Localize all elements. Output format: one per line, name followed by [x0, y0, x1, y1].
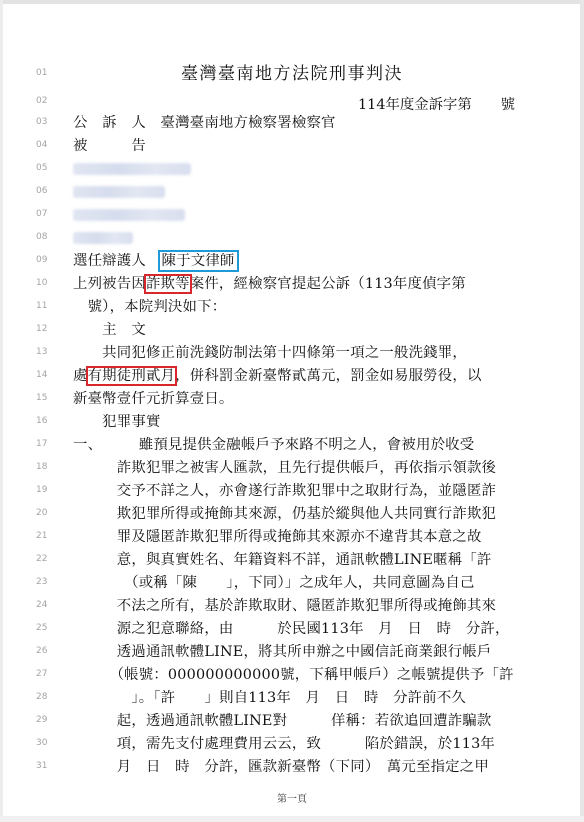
- page-edge-top: [0, 0, 584, 4]
- line-number: 18: [36, 462, 48, 472]
- body-text: 起，透過通訊軟體LINE對 佯稱：若欲追回遭詐騙款: [73, 713, 492, 729]
- line-25: [0, 618, 584, 640]
- line-number: 24: [36, 600, 48, 610]
- case-summary-line: [73, 275, 466, 293]
- line-23: [0, 572, 584, 594]
- redacted-text: [73, 229, 133, 247]
- line-26: [0, 641, 584, 663]
- line-number: 06: [36, 186, 48, 196]
- line-number: 02: [36, 96, 48, 106]
- sentence-line: [73, 367, 482, 385]
- line-number: 10: [36, 278, 48, 288]
- line-29: [0, 710, 584, 732]
- body-text: 源之犯意聯絡，由 於民國113年 月 日 時 分許，: [73, 621, 510, 637]
- line-30: [0, 733, 584, 755]
- body-text: 共同犯修正前洗錢防制法第十四條第一項之一般洗錢罪，: [73, 345, 467, 361]
- line-16: [0, 411, 584, 433]
- line-number: 22: [36, 554, 48, 564]
- defendant-label: 被 告: [73, 138, 146, 154]
- line-number: 14: [36, 370, 48, 380]
- body-text: 罪及隱匿詐欺犯罪所得或掩飾其來源亦不違背其本意之故: [73, 529, 482, 545]
- line-number: 28: [36, 692, 48, 702]
- line-number: 03: [36, 117, 48, 127]
- body-text: （帳號：000000000000號，下稱甲帳戶）之帳號提供予「許: [73, 667, 514, 683]
- line-number: 25: [36, 623, 48, 633]
- line-14: [0, 365, 584, 387]
- charge-highlight: 詐欺等: [145, 276, 190, 292]
- sentence-highlight: 有期徒刑貳月: [87, 368, 176, 384]
- body-text: 不法之所有，基於詐欺取財、隱匿詐欺犯罪所得或掩飾其來: [73, 598, 497, 614]
- defense-attorney-line: [73, 252, 236, 270]
- line-28: [0, 687, 584, 709]
- line-head: 處: [73, 368, 88, 384]
- line-number: 26: [36, 646, 48, 656]
- document-title: 臺灣臺南地方法院刑事判決: [181, 64, 403, 84]
- line-06: [0, 181, 584, 203]
- line-number: 01: [36, 68, 48, 78]
- line-11: [0, 296, 584, 318]
- line-number: 20: [36, 508, 48, 518]
- redacted-text: [73, 160, 191, 178]
- line-09: [0, 250, 584, 272]
- body-text: 一、 雖預見提供金融帳戶予來路不明之人，會被用於收受: [73, 437, 475, 453]
- body-text: 號），本院判決如下：: [73, 299, 227, 315]
- line-02: [0, 91, 584, 113]
- line-20: [0, 503, 584, 525]
- line-10: [0, 273, 584, 295]
- line-17: [0, 434, 584, 456]
- line-number: 16: [36, 416, 48, 426]
- line-number: 05: [36, 163, 48, 173]
- section-heading-main-text: 主 文: [73, 322, 146, 338]
- line-number: 23: [36, 577, 48, 587]
- line-number: 19: [36, 485, 48, 495]
- body-text: 透過通訊軟體LINE，將其所申辦之中國信託商業銀行帳戶: [73, 644, 492, 660]
- line-number: 13: [36, 347, 48, 357]
- body-text: 欺犯罪所得或掩飾其來源，仍基於縱與他人共同實行詐欺犯: [73, 506, 497, 522]
- line-12: [0, 319, 584, 341]
- line-number: 04: [36, 140, 48, 150]
- line-tail: 案件，經檢察官提起公訴（113年度偵字第: [189, 276, 466, 292]
- line-13: [0, 342, 584, 364]
- case-number: 114年度金訴字第 號: [358, 97, 515, 113]
- line-27: [0, 664, 584, 686]
- line-08: [0, 227, 584, 249]
- body-text: 新臺幣壹仟元折算壹日。: [73, 391, 234, 407]
- page-edge-bottom: [0, 816, 584, 822]
- line-19: [0, 480, 584, 502]
- attorney-name-highlight: 陳于文律師: [161, 253, 235, 269]
- line-number: 07: [36, 209, 48, 219]
- body-text: 詐欺犯罪之被害人匯款，且先行提供帳戶，再依指示領款後: [73, 460, 497, 476]
- line-07: [0, 204, 584, 226]
- body-text: 交予不詳之人，亦會遂行詐欺犯罪中之取財行為，並隱匿詐: [73, 483, 497, 499]
- line-05: [0, 158, 584, 180]
- line-number: 15: [36, 393, 48, 403]
- line-number: 12: [36, 324, 48, 334]
- line-15: [0, 388, 584, 410]
- line-head: 上列被告因: [73, 276, 146, 292]
- redacted-text: [73, 206, 185, 224]
- line-tail: ，併科罰金新臺幣貳萬元，罰金如易服勞役，以: [175, 368, 482, 384]
- line-number: 09: [36, 255, 48, 265]
- line-number: 27: [36, 669, 48, 679]
- line-18: [0, 457, 584, 479]
- line-number: 29: [36, 715, 48, 725]
- line-number: 17: [36, 439, 48, 449]
- section-heading-facts: 犯罪事實: [73, 414, 161, 430]
- body-text: 月 日 時 分許，匯款新臺幣（下同） 萬元至指定之甲: [73, 759, 489, 775]
- body-text: 項，需先支付處理費用云云，致 陷於錯誤，於113年: [73, 736, 496, 752]
- line-03: [0, 112, 584, 134]
- page-footer: 第一頁: [277, 794, 307, 805]
- body-text: 意，與真實姓名、年籍資料不詳，通訊軟體LINE暱稱「許: [73, 552, 492, 568]
- line-number: 31: [36, 761, 48, 771]
- line-31: [0, 756, 584, 778]
- body-text: （或稱「陳 」，下同）」之成年人，共同意圖為自己: [73, 575, 475, 591]
- line-22: [0, 549, 584, 571]
- line-number: 30: [36, 738, 48, 748]
- redacted-text: [73, 183, 165, 201]
- defense-attorney-label: 選任辯護人: [73, 253, 161, 269]
- line-24: [0, 595, 584, 617]
- line-number: 08: [36, 232, 48, 242]
- body-text: 」。「許 」則自113年 月 日 時 分許前不久: [73, 690, 467, 706]
- line-number: 21: [36, 531, 48, 541]
- prosecutor-line: 公 訴 人 臺灣臺南地方檢察署檢察官: [73, 115, 336, 131]
- line-21: [0, 526, 584, 548]
- line-04: [0, 135, 584, 157]
- line-number: 11: [36, 301, 48, 311]
